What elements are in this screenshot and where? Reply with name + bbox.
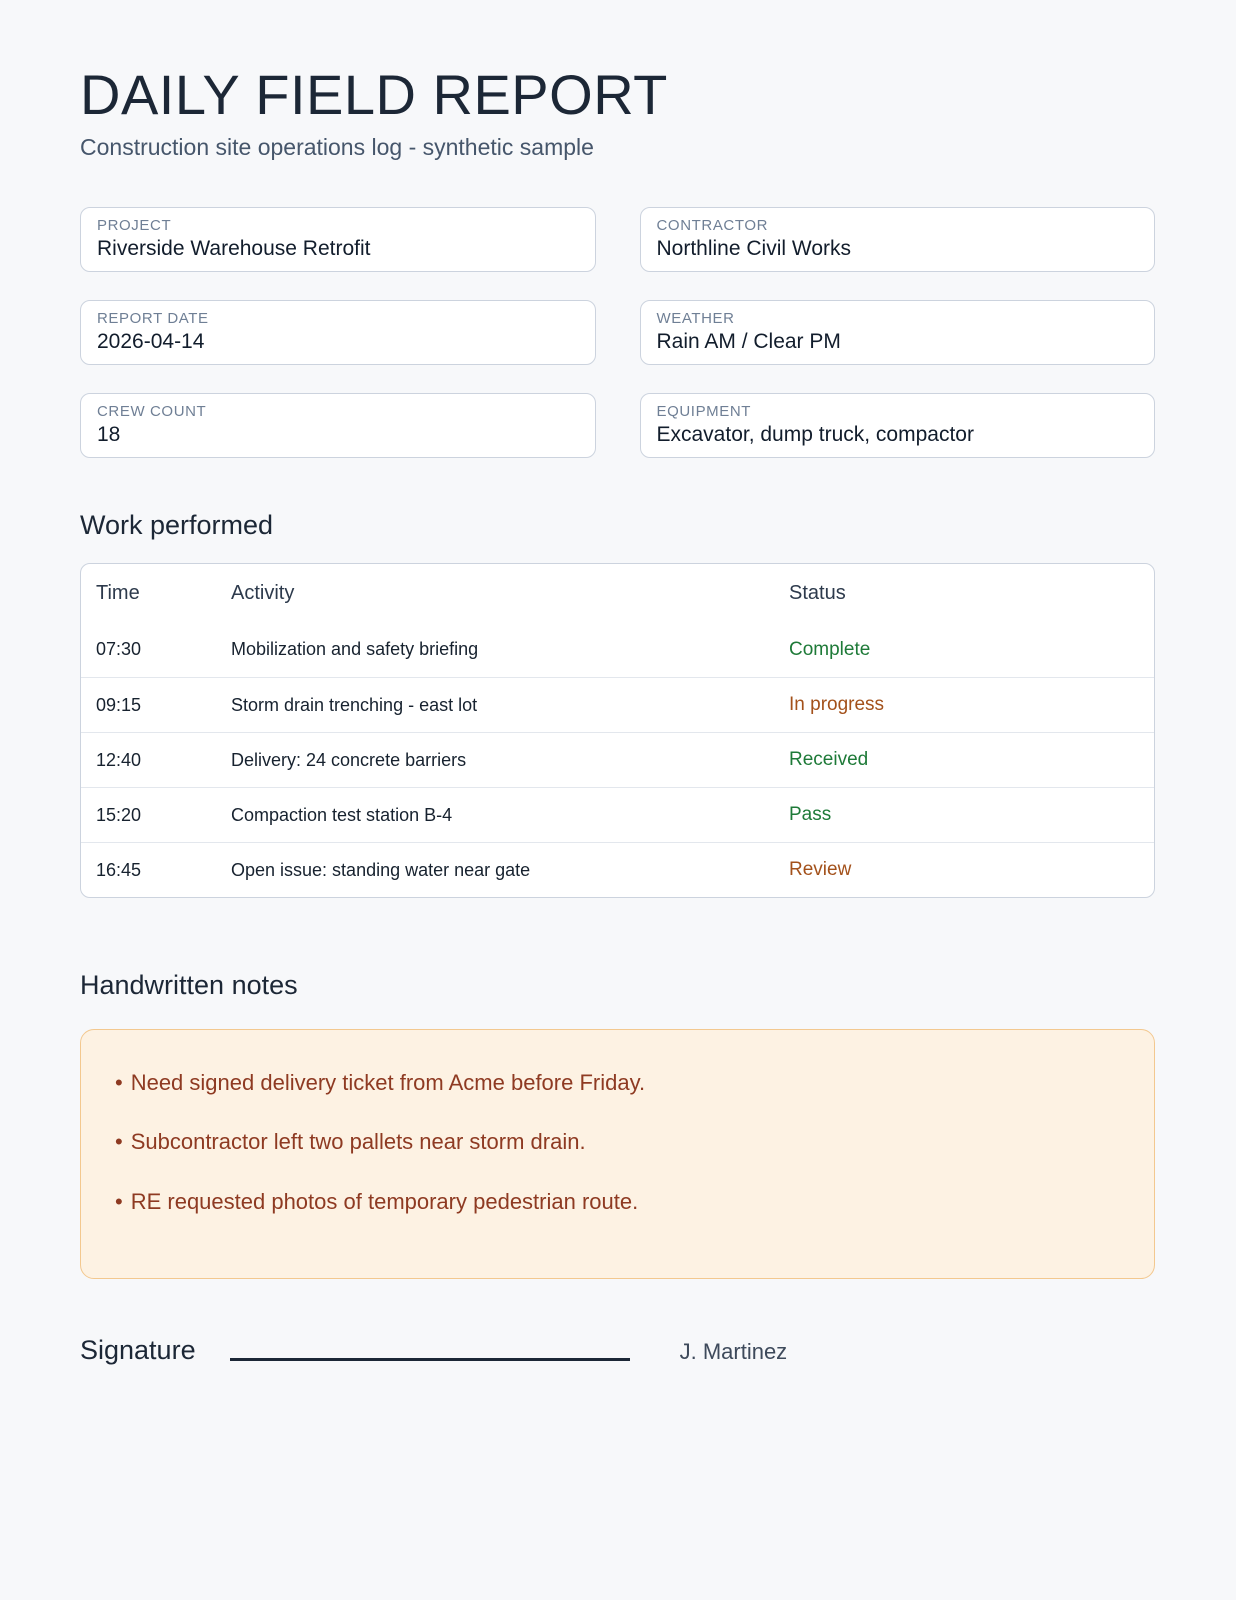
handwritten-notes-heading: Handwritten notes [80,970,298,1001]
field-value: Rain AM / Clear PM [656,330,841,354]
note-text: Subcontractor left two pallets near storm drain. [130,1129,586,1155]
report-field-box [80,393,596,458]
note-item [115,1129,1120,1154]
cell-time: 16:45 [96,859,142,880]
report-field-box [640,300,1156,365]
cell-activity: Delivery: 24 concrete barriers [231,749,467,770]
signature-line [230,1358,630,1361]
field-value: Northline Civil Works [656,237,851,261]
field-label: REPORT DATE [97,310,209,328]
table-row [81,732,1154,787]
report-field-box [80,300,596,365]
table-row [81,677,1154,732]
column-header-status: Status [789,581,846,604]
signature-block [80,1335,1155,1366]
report-field-box [640,393,1156,458]
note-text: RE requested photos of temporary pedestrian route. [130,1188,639,1214]
field-label: PROJECT [97,217,172,235]
cell-time: 07:30 [96,639,142,660]
column-header-activity: Activity [231,581,295,604]
field-value: Excavator, dump truck, compactor [656,423,974,447]
cell-activity: Mobilization and safety briefing [231,639,479,660]
report-header [80,62,1155,161]
status-badge: In progress [789,694,885,716]
cell-activity: Compaction test station B-4 [231,804,453,825]
table-row [81,842,1154,897]
field-label: CONTRACTOR [656,217,769,235]
note-item [115,1070,1120,1095]
signature-heading: Signature [80,1334,196,1365]
work-performed-heading: Work performed [80,510,274,541]
work-table-body [81,622,1154,897]
cell-time: 09:15 [96,694,142,715]
status-badge: Review [789,859,852,881]
note-bullet: • [115,1070,123,1096]
status-badge: Complete [789,638,871,660]
field-value: 2026-04-14 [97,330,205,354]
page-subtitle: Construction site operations log - synthetic sample [80,134,594,161]
page-title: DAILY FIELD REPORT [80,63,668,126]
table-row [81,787,1154,842]
report-fields-grid [80,207,1155,458]
cell-time: 15:20 [96,804,142,825]
column-header-time: Time [96,581,140,604]
field-value: Riverside Warehouse Retrofit [97,237,371,261]
note-bullet: • [115,1188,123,1214]
status-badge: Pass [789,804,832,826]
field-label: EQUIPMENT [656,403,752,421]
status-badge: Received [789,749,869,771]
work-performed-table [80,563,1155,898]
note-bullet: • [115,1129,123,1155]
cell-activity: Open issue: standing water near gate [231,859,531,880]
notes-list [115,1070,1120,1214]
notes-box [80,1029,1155,1279]
field-label: WEATHER [656,310,735,328]
field-label: CREW COUNT [97,403,207,421]
signature-name: J. Martinez [679,1338,788,1364]
field-value: 18 [97,423,121,447]
table-row [81,622,1154,677]
cell-activity: Storm drain trenching - east lot [231,694,478,715]
report-field-box [640,207,1156,272]
note-text: Need signed delivery ticket from Acme before Friday. [130,1070,646,1096]
work-table-header-row [81,564,1154,622]
note-item [115,1189,1120,1214]
cell-time: 12:40 [96,749,142,770]
report-field-box [80,207,596,272]
